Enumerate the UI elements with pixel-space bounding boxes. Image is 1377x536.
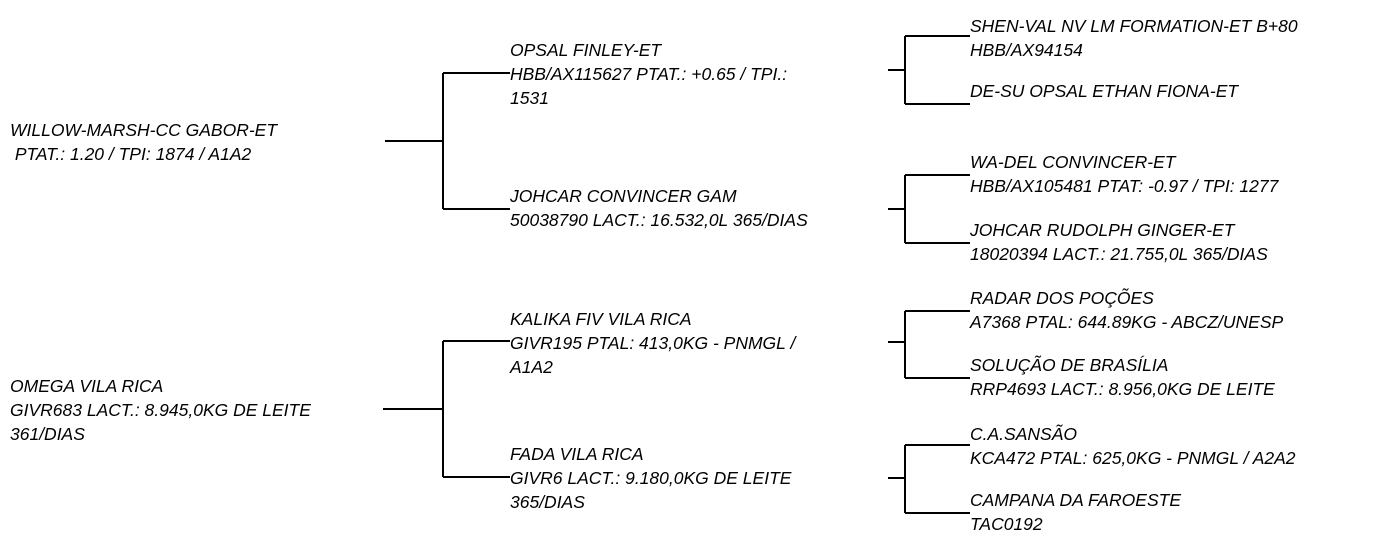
ggp-4-name: JOHCAR RUDOLPH GINGER-ET (970, 220, 1235, 240)
ggp-7-info: KCA472 PTAL: 625,0KG - PNMGL / A2A2 (970, 448, 1296, 468)
ggp-8-label (970, 488, 1181, 536)
ggp-1-info: HBB/AX94154 (970, 40, 1083, 60)
paternal-granddam-label (510, 184, 808, 232)
ggp-8-info: TAC0192 (970, 514, 1043, 534)
maternal-granddam-info-cont: 365/DIAS (510, 492, 585, 512)
ggp-7-name: C.A.SANSÃO (970, 424, 1077, 444)
paternal-grandsire-label (510, 38, 787, 110)
ggp-6-label (970, 353, 1275, 401)
dam-info-cont: 361/DIAS (10, 424, 85, 444)
maternal-grandsire-label (510, 307, 795, 379)
ggp-2-name: DE-SU OPSAL ETHAN FIONA-ET (970, 81, 1239, 101)
ggp-7-label (970, 422, 1296, 470)
ggp-5-label (970, 286, 1283, 334)
ggp-2-label (970, 79, 1238, 103)
ggp-1-name: SHEN-VAL NV LM FORMATION-ET B+80 (970, 16, 1298, 36)
paternal-granddam-name: JOHCAR CONVINCER GAM (510, 186, 737, 206)
sire-name: WILLOW-MARSH-CC GABOR-ET (10, 120, 278, 140)
maternal-granddam-info: GIVR6 LACT.: 9.180,0KG DE LEITE (510, 468, 792, 488)
ggp-4-label (970, 218, 1268, 266)
maternal-granddam-name: FADA VILA RICA (510, 444, 644, 464)
ggp-3-name: WA-DEL CONVINCER-ET (970, 152, 1176, 172)
paternal-grandsire-name: OPSAL FINLEY-ET (510, 40, 662, 60)
ggp-5-name: RADAR DOS POÇÕES (970, 288, 1154, 308)
ggp-4-info: 18020394 LACT.: 21.755,0L 365/DIAS (970, 244, 1268, 264)
maternal-grandsire-name: KALIKA FIV VILA RICA (510, 309, 692, 329)
sire-info: PTAT.: 1.20 / TPI: 1874 / A1A2 (10, 144, 252, 164)
dam-info: GIVR683 LACT.: 8.945,0KG DE LEITE (10, 400, 311, 420)
ggp-5-info: A7368 PTAL: 644.89KG - ABCZ/UNESP (970, 312, 1284, 332)
ggp-3-label (970, 150, 1278, 198)
dam-label (10, 374, 311, 446)
sire-label (10, 118, 277, 166)
dam-name: OMEGA VILA RICA (10, 376, 164, 396)
maternal-grandsire-info-cont: A1A2 (510, 357, 553, 377)
paternal-grandsire-info-cont: 1531 (510, 88, 549, 108)
ggp-8-name: CAMPANA DA FAROESTE (970, 490, 1181, 510)
maternal-grandsire-info: GIVR195 PTAL: 413,0KG - PNMGL / (510, 333, 796, 353)
ggp-3-info: HBB/AX105481 PTAT: -0.97 / TPI: 1277 (970, 176, 1279, 196)
maternal-granddam-label (510, 442, 791, 514)
ggp-6-name: SOLUÇÃO DE BRASÍLIA (970, 355, 1169, 375)
ggp-6-info: RRP4693 LACT.: 8.956,0KG DE LEITE (970, 379, 1275, 399)
paternal-grandsire-info: HBB/AX115627 PTAT.: +0.65 / TPI.: (510, 64, 788, 84)
paternal-granddam-info: 50038790 LACT.: 16.532,0L 365/DIAS (510, 210, 808, 230)
ggp-1-label (970, 14, 1298, 62)
